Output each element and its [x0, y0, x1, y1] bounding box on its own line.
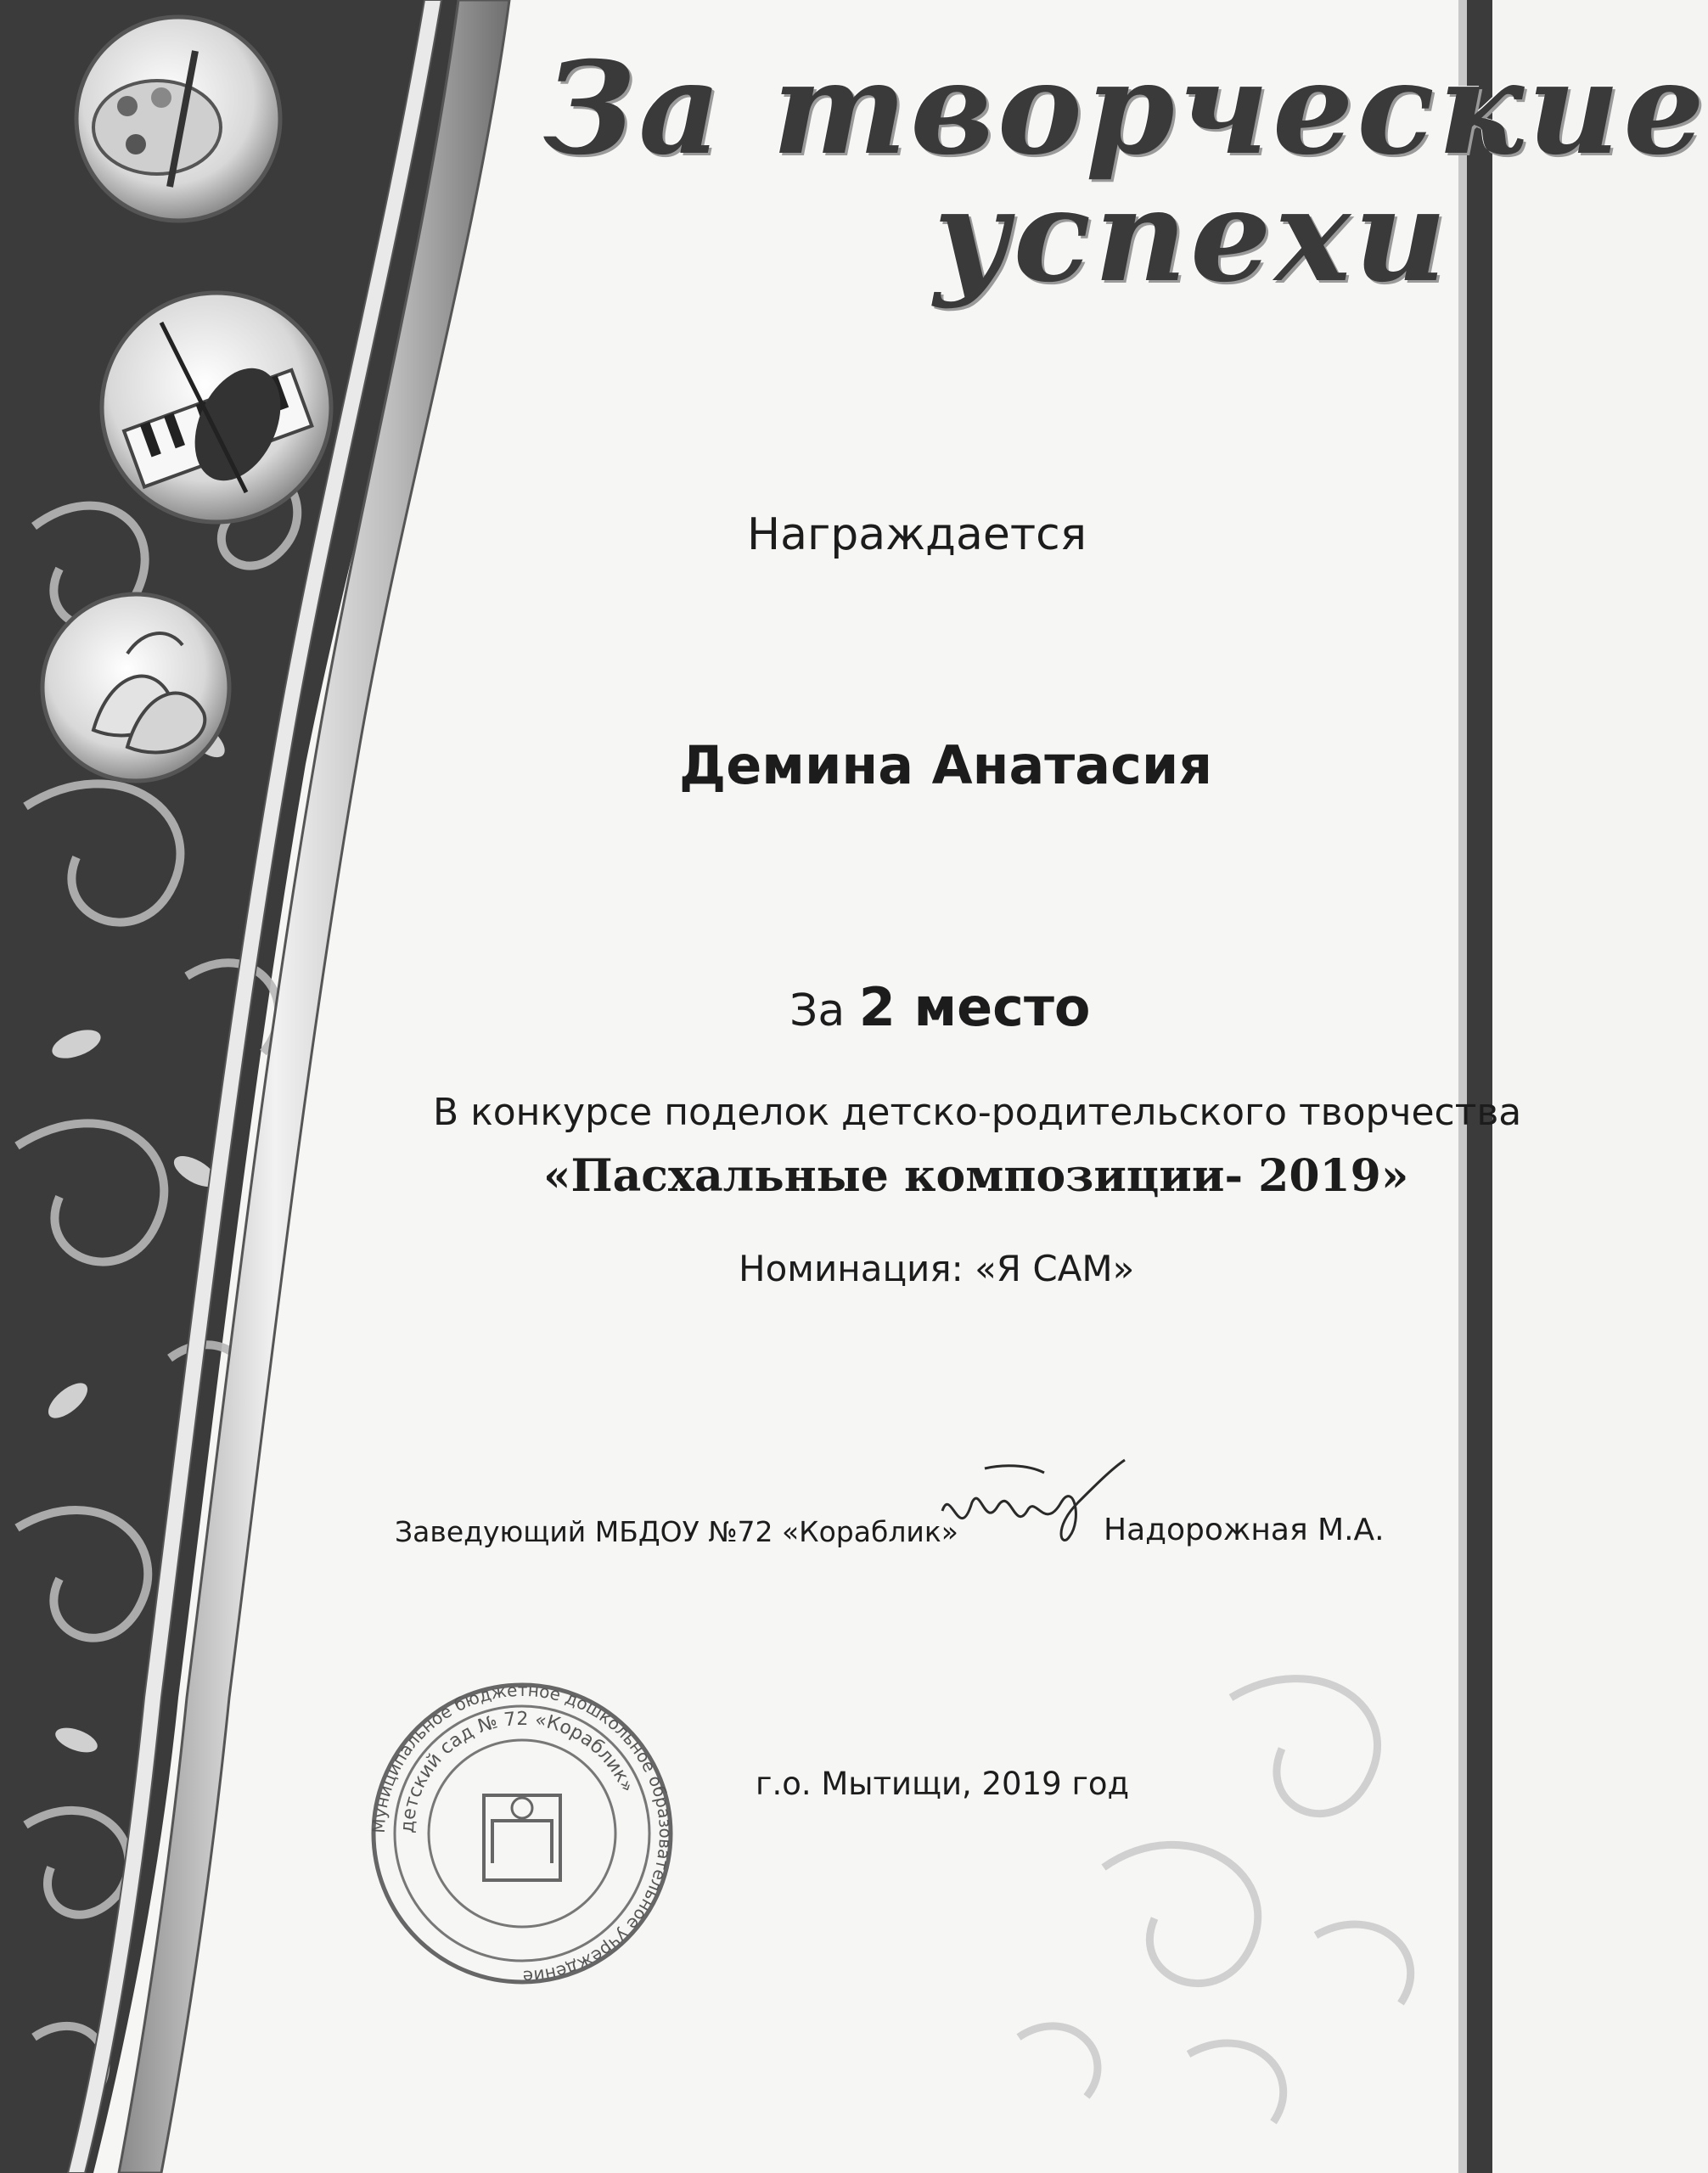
palette-icon	[76, 17, 280, 221]
stamp-outer-text: Муниципальное бюджетное дошкольное образовательное учреждение	[368, 1679, 677, 1988]
piano-violin-icon	[102, 293, 331, 522]
head-name: Надорожная М.А.	[1104, 1513, 1385, 1547]
place-value: 2 место	[858, 976, 1091, 1038]
coat-of-arms-icon	[484, 1795, 560, 1880]
head-title: Заведующий МБДОУ №72 «Кораблик»	[395, 1515, 958, 1548]
recipient-name: Демина Анатасия	[679, 734, 1213, 796]
ballet-shoes-icon	[42, 594, 229, 781]
right-edge-strip	[1467, 0, 1492, 2173]
place-year: г.о. Мытищи, 2019 год	[756, 1766, 1130, 1802]
place-line	[789, 976, 1090, 1038]
place-prefix: За	[789, 985, 846, 1036]
contest-name: «Пасхальные композиции- 2019»	[543, 1150, 1409, 1202]
certificate-title-line2: успехи	[934, 161, 1451, 311]
awarded-label: Награждается	[747, 509, 1087, 560]
contest-line: В конкурсе поделок детско-родительского творчества	[433, 1091, 1522, 1134]
signature	[934, 1451, 1129, 1570]
nomination: Номинация: «Я САМ»	[739, 1248, 1135, 1289]
organization-stamp	[365, 1676, 679, 1991]
certificate-title-line1: За творческие	[543, 34, 1708, 183]
stamp-inner-text: детский сад № 72 «Кораблик»	[396, 1708, 638, 1834]
light-swirls	[1019, 1679, 1411, 2122]
